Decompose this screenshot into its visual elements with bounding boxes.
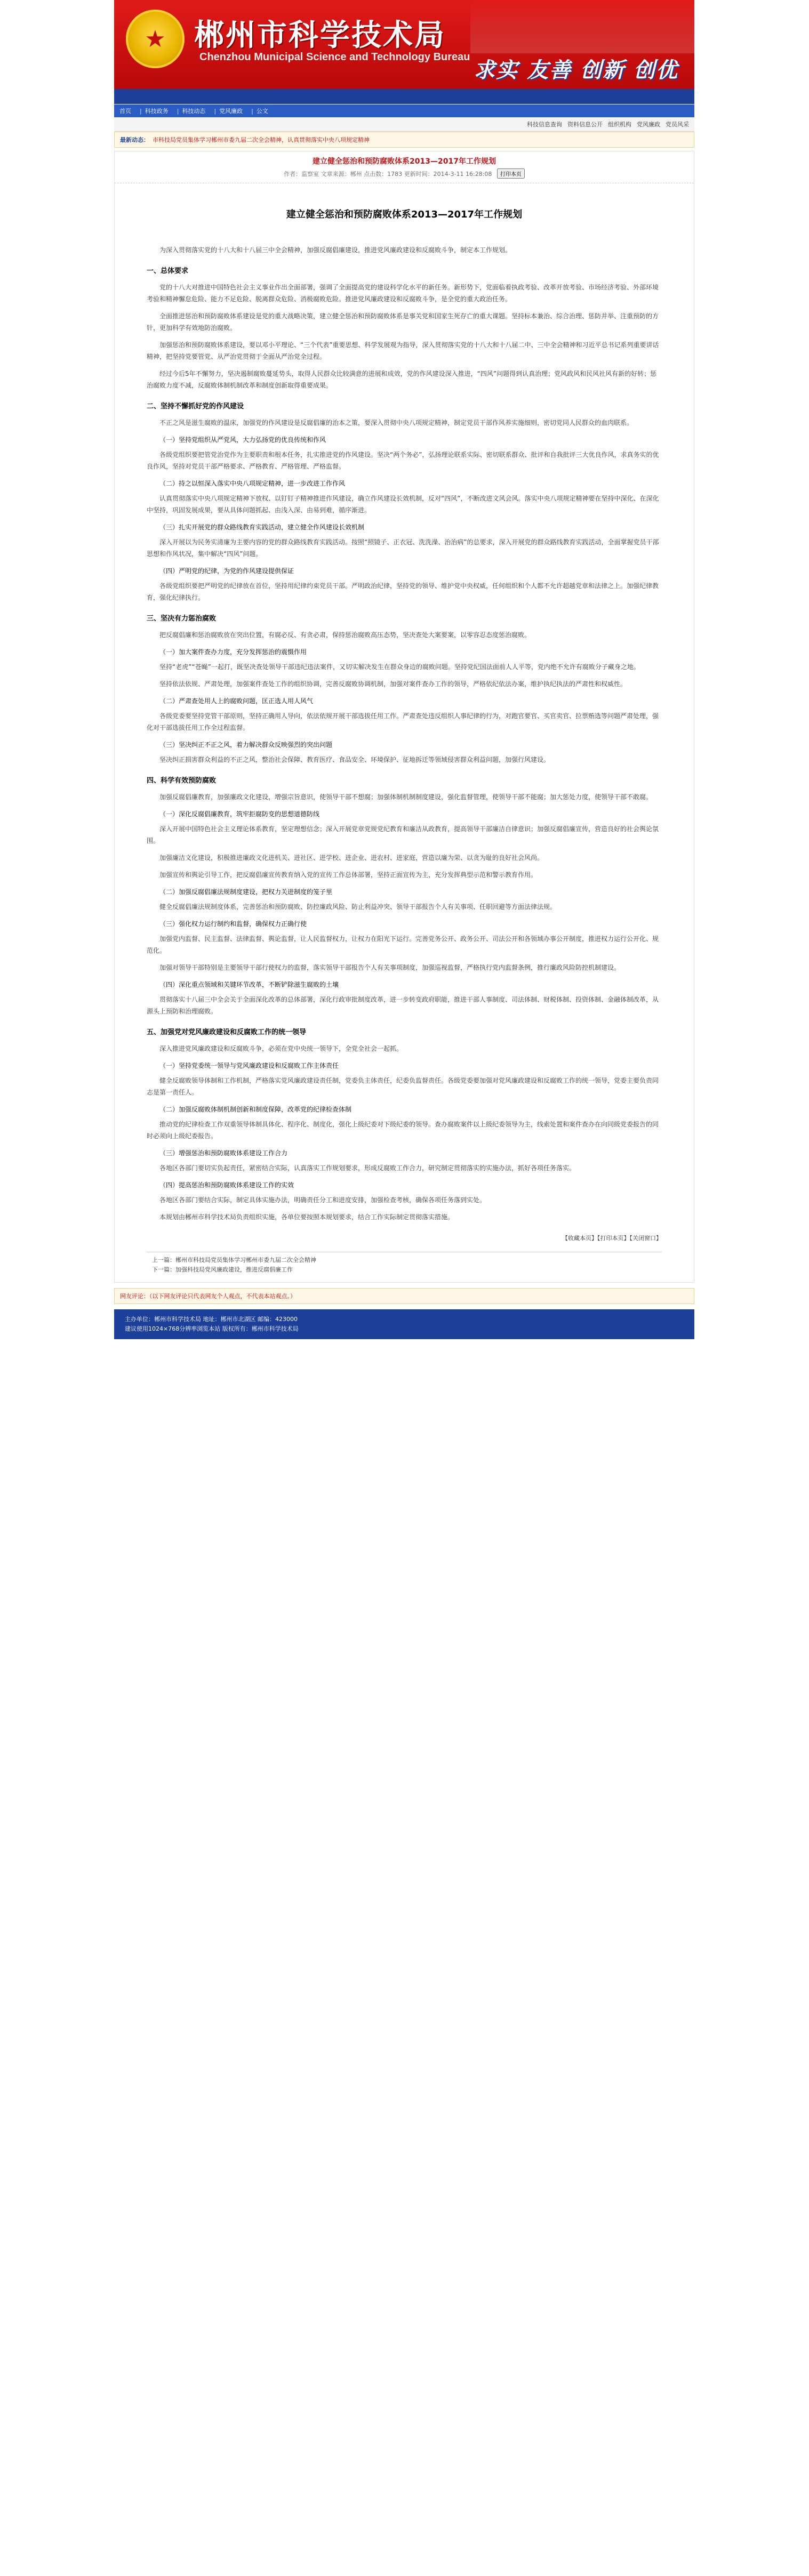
national-emblem-icon: ★ (126, 10, 185, 68)
sub-heading: （四）深化重点领域和关键环节改革，不断铲除滋生腐败的土壤 (159, 981, 339, 988)
section-heading: 三、坚决有力惩治腐败 (147, 615, 217, 623)
paragraph: 加强惩治和预防腐败体系建设，要以邓小平理论、“三个代表”重要思想、科学发展观为指导，深入贯彻落实党的十八大和十八届二中、三中全会精神和习近平总书记系列重要讲话精神，把坚持党要管党、从严治党贯彻于全面从严治党全过程。 (147, 341, 659, 360)
footer-line: 建议使用1024×768分辨率浏览本站 版权所有：郴州市科学技术局 (125, 1325, 299, 1332)
paragraph: 党的十八大对推进中国特色社会主义事业作出全面部署，强调了全面提高党的建设科学化水平的新任务。新形势下，党面临着执政考验、改革开放考验、市场经济考验、外部环境考验和精神懈怠危险、能力不足危险、脱离群众危险、消极腐败危险。推进党风廉政建设和反腐败斗争，是全党的重大政治任务。 (147, 284, 659, 303)
paragraph: 各地区各部门要结合实际，制定具体实施办法，明确责任分工和进度安排，加强检查考核，确保各项任务落到实处。 (159, 1196, 486, 1204)
nav-separator: | (177, 107, 179, 115)
prev-article-link[interactable]: 上一篇：郴州市科技局党员集体学习郴州市委九届二次全会精神 (152, 1257, 316, 1263)
subnav-item-integrity[interactable]: 党风廉政 (637, 121, 660, 128)
article-container (114, 151, 694, 1283)
nav-separator: | (140, 107, 142, 115)
news-ticker-label: 最新动态： (120, 136, 149, 143)
print-button[interactable]: 打印本页 (497, 168, 525, 179)
paragraph: 本规划由郴州市科学技术局负责组织实施，各单位要按照本规划要求，结合工作实际制定贯彻落实措施。 (159, 1213, 454, 1221)
paragraph: 坚决纠正损害群众利益的不正之风，整治社会保障、教育医疗、食品安全、环境保护、征地拆迁等领域侵害群众利益问题，加强行风建设。 (159, 756, 550, 763)
sub-heading: （二）加强反腐倡廉法规制度建设，把权力关进制度的笼子里 (159, 888, 333, 896)
sub-heading: （一）坚持党组织从严党风，大力弘扬党的优良传统和作风 (159, 436, 326, 444)
paragraph: 加强党内监督、民主监督、法律监督、舆论监督，让人民监督权力，让权力在阳光下运行。完善党务公开、政务公开、司法公开和各领域办事公开制度，推进权力运行公开化、规范化。 (147, 935, 659, 954)
subnav-item-query[interactable]: 科技信息查询 (527, 121, 562, 128)
sub-heading: （四）提高惩治和预防腐败体系建设工作的实效 (159, 1181, 294, 1189)
paragraph: 各地区各部门要切实负起责任，紧密结合实际，认真落实工作规划要求，形成反腐败工作合力，研究制定贯彻落实的实施办法，抓好各项任务落实。 (159, 1164, 576, 1172)
sub-heading: （三）增强惩治和预防腐败体系建设工作合力 (159, 1149, 288, 1157)
article-title: 建立健全惩治和预防腐败体系2013—2017年工作规划 (286, 209, 523, 220)
section-heading: 二、坚持不懈抓好党的作风建设 (147, 402, 244, 410)
subnav-item-members[interactable]: 党员风采 (666, 121, 689, 128)
sub-heading: （二）严肃查处用人上的腐败问题，匡正选人用人风气 (159, 697, 314, 705)
paragraph: 深入开展中国特色社会主义理论体系教育，坚定理想信念；深入开展党章党规党纪教育和廉洁从政教育，提高领导干部廉洁自律意识；加强反腐倡廉宣传，营造良好的社会舆论氛围。 (147, 825, 659, 844)
paragraph: 坚持“老虎”“苍蝇”一起打，既坚决查处领导干部违纪违法案件，又切实解决发生在群众身边的腐败问题。坚持党纪国法面前人人平等，党内绝不允许有腐败分子藏身之地。 (159, 663, 640, 671)
article-head-title: 建立健全惩治和预防腐败体系2013—2017年工作规划 (313, 157, 496, 166)
article-actions[interactable]: 【收藏本页】【打印本页】【关闭窗口】 (562, 1235, 662, 1242)
paragraph: 健全反腐败领导体制和工作机制，严格落实党风廉政建设责任制，党委负主体责任，纪委负监督责任。各级党委要加强对党风廉政建设和反腐败工作的统一领导，党委主要负责同志是第一责任人。 (147, 1077, 659, 1096)
sub-nav (114, 117, 694, 132)
main-nav (114, 104, 694, 117)
news-ticker-text[interactable]: 市科技局党员集体学习郴州市委九届二次全会精神，认真贯彻落实中央八项规定精神 (153, 136, 370, 143)
nav-separator: | (251, 107, 253, 115)
nav-item-integrity[interactable]: 党风廉政 (219, 108, 243, 115)
next-article-link[interactable]: 下一篇：加强科技局党风廉政建设，推进反腐倡廉工作 (152, 1266, 293, 1273)
paragraph: 各级党组织要把严明党的纪律放在首位，坚持用纪律约束党员干部。严明政治纪律，坚持党的领导、维护党中央权威，任何组织和个人都不允许超越党章和法律之上。加强纪律教育，强化纪律执行。 (147, 582, 659, 601)
paragraph: 深入推进党风廉政建设和反腐败斗争，必须在党中央统一领导下，全党全社会一起抓。 (159, 1045, 403, 1052)
section-heading: 一、总体要求 (147, 267, 189, 275)
site-title-english: Chenzhou Municipal Science and Technology Bureau (199, 51, 470, 63)
paragraph: 认真贯彻落实中央八项规定精神下放权、以钉钉子精神推进作风建设，确立作风建设长效机制，反对“四风”，不断改进文风会风。落实中央八项规定精神要在坚持中深化、在深化中坚持，巩固发展成果，要从具体问题抓起、由浅入深、由易到难，循序渐进。 (147, 495, 659, 514)
paragraph: 全面推进惩治和预防腐败体系建设是党的重大战略决策，建立健全惩治和预防腐败体系是事关党和国家生死存亡的重大课题。坚持标本兼治、综合治理、惩防并举、注重预防的方针，更加科学有效地防治腐败。 (147, 312, 659, 332)
footer-line: 主办单位：郴州市科学技术局 地址：郴州市北湖区 邮编：423000 (125, 1316, 298, 1323)
paragraph: 经过今后5年不懈努力，坚决遏制腐败蔓延势头，取得人民群众比较满意的进展和成效，党的作风建设深入推进，“四风”问题得到认真治理；党风政风和民风社风有新的好转；惩治腐败力度不减，反腐败体制机制改革和制度创新取得重要成果。 (147, 370, 657, 389)
page-wrapper (114, 0, 694, 1339)
sub-heading: （二）持之以恒深入落实中央八项规定精神，进一步改进工作作风 (159, 480, 346, 487)
site-banner (114, 0, 694, 104)
paragraph: 健全反腐倡廉法规制度体系，完善惩治和预防腐败、防控廉政风险、防止利益冲突、领导干部报告个人有关事项、任职回避等方面法律法规。 (159, 903, 557, 911)
site-footer (114, 1309, 694, 1339)
subnav-item-open[interactable]: 资料信息公开 (567, 121, 603, 128)
paragraph: 为深入贯彻落实党的十八大和十八届三中全会精神，加强反腐倡廉建设，推进党风廉政建设和反腐败斗争，制定本工作规划。 (159, 246, 512, 254)
city-skyline-image (470, 0, 694, 53)
comment-bar: 网友评论：（以下网友评论只代表网友个人观点，不代表本站观点。） (114, 1288, 694, 1304)
article-body (115, 244, 694, 1223)
paragraph: 深入开展以为民务实清廉为主要内容的党的群众路线教育实践活动。按照“照镜子、正衣冠、洗洗澡、治治病”的总要求，深入开展党的群众路线教育实践活动，全面掌握党员干部思想和作风状况，集中解决“四风”问题。 (147, 538, 659, 558)
paragraph: 加强反腐倡廉教育，加强廉政文化建设，增强宗旨意识，使领导干部不想腐；加强体制机制制度建设，强化监督管理，使领导干部不能腐；加大惩处力度，使领导干部不敢腐。 (159, 793, 653, 801)
section-heading: 五、加强党对党风廉政建设和反腐败工作的统一领导 (147, 1028, 307, 1036)
news-ticker (114, 132, 694, 148)
sub-heading: （三）强化权力运行制约和监督，确保权力正确行使 (159, 920, 307, 928)
sub-heading: （一）坚持党委统一领导与党风廉政建设和反腐败工作主体责任 (159, 1062, 339, 1069)
nav-item-home[interactable]: 首页 (119, 108, 131, 115)
paragraph: 推动党的纪律检查工作双重领导体制具体化、程序化、制度化，强化上级纪委对下级纪委的领导。查办腐败案件以上级纪委领导为主，线索处置和案件查办在向同级党委报告的同时必须向上级纪委报告。 (147, 1121, 659, 1140)
paragraph: 坚持依法依规、严肃处理，加强案件查处工作的组织协调，完善反腐败协调机制，加强对案件查办工作的领导，严格依纪依法办案，维护执纪执法的严肃性和权威性。 (159, 680, 627, 688)
paragraph: 把反腐倡廉和惩治腐败放在突出位置，有腐必反、有贪必肃，保持惩治腐败高压态势，坚决查处大案要案，以零容忍态度惩治腐败。 (159, 631, 531, 639)
section-heading: 四、科学有效预防腐败 (147, 777, 217, 785)
nav-item-news[interactable]: 科技动态 (182, 108, 206, 115)
sub-heading: （四）严明党的纪律，为党的作风建设提供保证 (159, 567, 294, 575)
paragraph: 贯彻落实十八届三中全会关于全面深化改革的总体部署，深化行政审批制度改革，进一步转变政府职能，推进干部人事制度、司法体制、财税体制、投资体制、金融体制改革，从源头上预防和治理腐败。 (147, 996, 659, 1015)
paragraph: 加强廉洁文化建设，积极推进廉政文化进机关、进社区、进学校、进企业、进农村、进家庭，营造以廉为荣、以贪为耻的良好社会风尚。 (159, 854, 544, 862)
paragraph: 不正之风是滋生腐败的温床，加强党的作风建设是反腐倡廉的治本之策，要深入贯彻中央八项规定精神，制定党员干部作风养实施细则，密切党同人民群众的血肉联系。 (159, 419, 634, 426)
article-meta (115, 168, 694, 179)
article-header (115, 151, 694, 183)
subnav-item-org[interactable]: 组织机构 (608, 121, 631, 128)
nav-separator: | (214, 107, 217, 115)
paragraph: 各级党委要坚持党管干部原则，坚持正确用人导向，依法依规开展干部选拔任用工作。严肃查处违反组织人事纪律的行为，对跑官要官、买官卖官、拉票贿选等问题严肃处理，强化对干部选拔任用工作全过程监督。 (147, 712, 659, 731)
paragraph: 加强对领导干部特别是主要领导干部行使权力的监督，落实领导干部报告个人有关事项制度，加强巡视监督，严格执行党内监督条例，推行廉政风险防控机制建设。 (159, 964, 621, 971)
sub-heading: （二）加强反腐败体制机制创新和制度保障，改革党的纪律检查体制 (159, 1106, 352, 1113)
paragraph: 各级党组织要把管党治党作为主要职责和根本任务，扎实推进党的作风建设。坚决“两个务必”，弘扬理论联系实际、密切联系群众、批评和自我批评三大优良作风，求真务实的优良作风，坚持对党员干部严格要求、严格教育、严格管理、严格监督。 (147, 451, 659, 470)
site-slogan: 求实 友善 创新 创优 (474, 58, 678, 83)
sub-heading: （三）坚决纠正不正之风，着力解决群众反映强烈的突出问题 (159, 741, 333, 748)
banner-bottom-bar (114, 89, 694, 104)
sub-heading: （一）加大案件查办力度，充分发挥惩治的震慑作用 (159, 648, 307, 656)
site-title: 郴州市科学技术局 (194, 18, 446, 53)
sub-heading: （三）扎实开展党的群众路线教育实践活动，建立健全作风建设长效机制 (159, 524, 365, 531)
article-meta-text: 作者：监察室 文章来源：郴州 点击数：1783 更新时间：2014-3-11 16:28:08 (284, 171, 492, 178)
nav-item-docs[interactable]: 公文 (256, 108, 268, 115)
paragraph: 加强宣传和舆论引导工作，把反腐倡廉宣传教育纳入党的宣传工作总体部署，坚持正面宣传为主，充分发挥典型示范和警示教育作用。 (159, 871, 538, 879)
nav-item-affairs[interactable]: 科技政务 (145, 108, 169, 115)
related-articles (147, 1252, 662, 1278)
sub-heading: （一）深化反腐倡廉教育，筑牢拒腐防变的思想道德防线 (159, 810, 320, 818)
